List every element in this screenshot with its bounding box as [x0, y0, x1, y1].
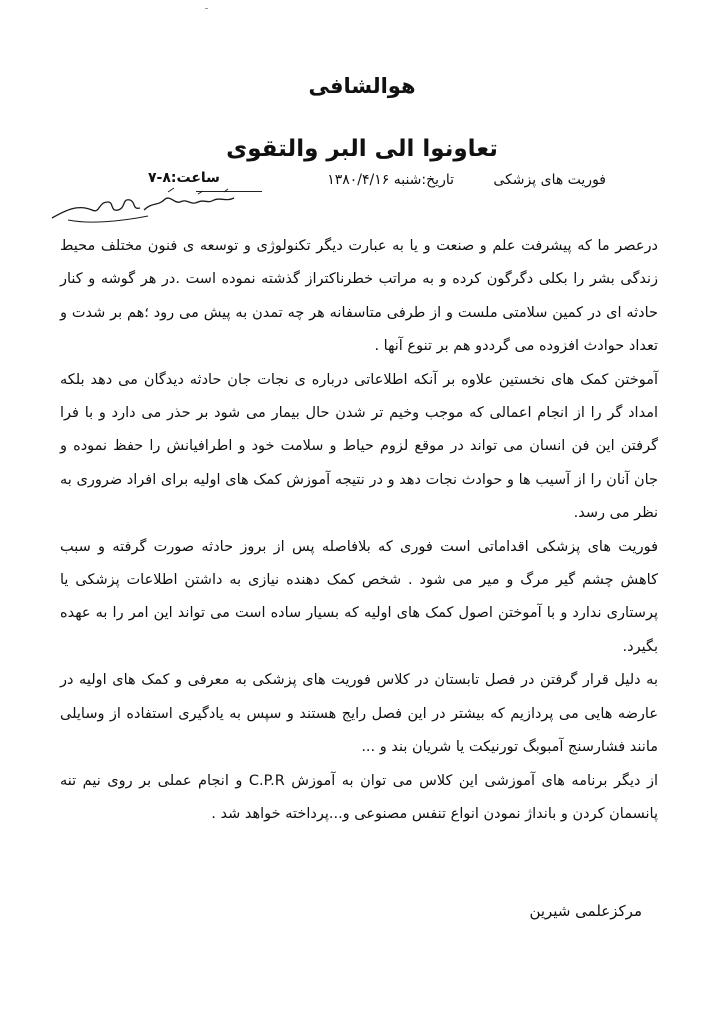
scan-speck	[205, 8, 208, 9]
subject-label: فوریت های پزشکی	[493, 172, 606, 188]
paragraph-2: آموختن کمک های نخستین علاوه بر آنکه اطلاعاتی درباره ی نجات جان حادثه دیدگان می دهد بلکه امداد گر را از انجام اعمالی که موجب وخیم تر شدن حال بیمار می شود بر حذر می دارد و با فرا گرفتن این فن انسان می تواند در موقع لزوم حیاط و سلامت خود و اطرافیانش را حفظ نموده و جان آنان را از آسیب ها و حوادث نجات دهد و در نتیجه آموزش کمک های اولیه برای افراد ضروری به نظر می رسد.	[60, 371, 658, 522]
handwritten-signature	[48, 180, 248, 230]
letter-heading: هوالشافی	[308, 74, 416, 98]
paragraph-3: فوریت های پزشکی اقداماتی است فوری که بلافاصله پس از بروز حادثه صورت گرفته و سبب کاهش چشم گیر مرگ و میر می شود . شخص کمک دهنده نیازی به داشتن اطلاعات پزشکی یا پرستاری ندارد و با آموختن اصول کمک های اولیه که بسیار ساده است می تواند این امر را به عهده بگیرد.	[60, 538, 658, 655]
paragraph-4: به دلیل قرار گرفتن در فصل تابستان در کلاس فوریت های پزشکی به معرفی و کمک های اولیه در عارضه هایی می پردازیم که بیشتر در این فصل رایج هستند و سپس به یادگیری استفاده از وسایلی مانند فشارسنج آمبوبگ تورنیکت یا شریان بند و ...	[60, 672, 658, 756]
paragraph-1: درعصر ما که پیشرفت علم و صنعت و یا به عبارت دیگر تکنولوژی و توسعه ی فنون مختلف محیط زندگی بشر را بکلی دگرگون کرده و به مراتب خطرناکتراز گذشته نموده است .در هر گوشه و کنار حادثه ای در کمین سلامتی ملست و از طرفی متاسفانه هر چه تمدن به پیش می رود ؛هم بر شدت و تعداد حوادث افزوده می گرددو هم بر تنوع آنها .	[60, 238, 658, 355]
paragraph-5: از دیگر برنامه های آموزشی این کلاس می توان به آموزش C.P.R و انجام عملی بر روی نیم تنه پانسمان کردن و بانداژ نمودن انواع تنفس مصنوعی و...پرداخته خواهد شد .	[60, 772, 658, 822]
letter-verse: تعاونوا الی البر والتقوی	[226, 136, 498, 162]
date-label: تاریخ:شنبه ۱۳۸۰/۴/۱۶	[327, 172, 454, 188]
footer-signature: مرکزعلمی شیرین	[529, 902, 642, 920]
letter-body	[60, 230, 658, 831]
time-label: ساعت:۸-۷	[148, 170, 220, 186]
